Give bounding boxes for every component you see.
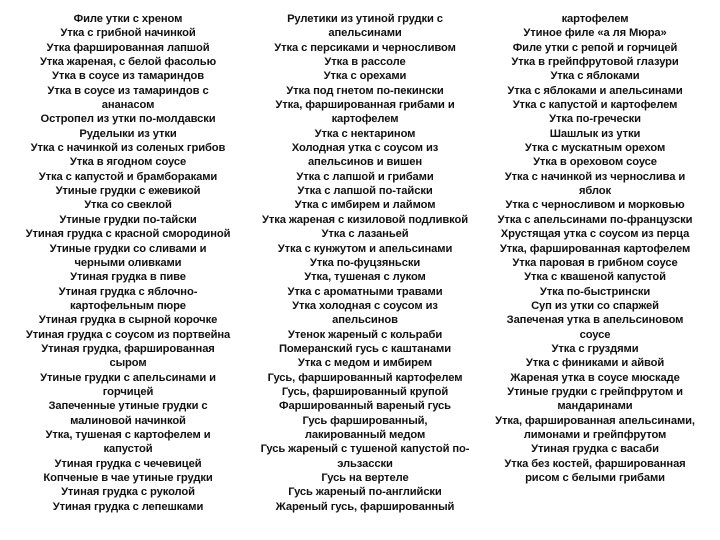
recipe-line: картофельным пюре — [70, 299, 186, 312]
recipe-line: Утка с орехами — [323, 70, 407, 83]
recipe-line: Жареный гусь, фаршированный — [275, 500, 455, 513]
recipe-line: Утка с черносливом и морковью — [505, 199, 685, 212]
recipe-line: Шашлык из утки — [549, 127, 641, 140]
recipe-line: Утка под гнетом по-пекински — [286, 84, 444, 97]
recipe-line: Утка с лапшой по-тайски — [297, 185, 433, 198]
recipe-line: Утка с имбирем и лаймом — [294, 199, 436, 212]
recipe-line: Утка с медом и имбирем — [297, 357, 433, 370]
recipe-line: Утка, тушеная с картофелем и — [45, 428, 211, 441]
recipe-line: Утка в грейпфрутовой глазури — [511, 56, 679, 69]
recipe-line: Фаршированный вареный гусь — [279, 400, 451, 413]
recipe-line: Утиная грудка с васаби — [531, 443, 659, 456]
recipe-line: Утка жареная с кизиловой подливкой — [261, 213, 469, 226]
recipe-line: Утка с апельсинами по-французски — [497, 213, 693, 226]
recipe-column-1 — [0, 12, 256, 514]
recipe-line: картофелем — [331, 113, 399, 126]
recipe-line: картофелем — [561, 13, 629, 25]
recipe-line: Утиные грудки со сливами и — [49, 242, 207, 255]
recipe-line: Утка холодная с соусом из — [292, 299, 438, 312]
recipe-line: Утка в рассоле — [324, 56, 406, 69]
recipe-line: Утиная грудка с яблочно- — [58, 285, 198, 298]
recipe-line: Утка по-гречески — [549, 113, 641, 126]
recipe-line: Копченые в чае утиные грудки — [43, 472, 213, 484]
recipe-line: Утка в соусе из тамариндов с — [47, 84, 209, 97]
recipe-line: Утка с персиками и черносливом — [274, 41, 456, 54]
recipe-line: Рулетики из утиной грудки с — [287, 13, 443, 25]
recipe-line: ананасом — [101, 99, 155, 112]
recipe-column-2 — [240, 12, 490, 514]
recipe-line: Померанский гусь с каштанами — [278, 342, 452, 355]
recipe-line: сыром — [109, 357, 147, 370]
recipe-line: апельсинами — [328, 27, 402, 40]
recipe-line: Утка в ореховом соусе — [533, 156, 657, 169]
recipe-line: Утка со свеклой — [84, 199, 172, 212]
recipe-line: Утка с груздями — [551, 342, 639, 355]
recipe-line: Утиное филе «а ля Мюра» — [523, 27, 667, 40]
recipe-line: яблок — [578, 185, 612, 198]
recipe-line: Утка фаршированная лапшой — [46, 41, 210, 54]
recipe-line: Утка с яблоками и апельсинами — [507, 84, 683, 97]
recipe-line: Утиная грудка в пиве — [70, 271, 186, 284]
recipe-line: лакированный медом — [304, 428, 426, 441]
recipe-line: Утиная грудка с лепешками — [52, 500, 204, 513]
recipe-line: Утиные грудки с апельсинами и — [40, 371, 216, 384]
recipe-line: Руделыки из утки — [79, 127, 177, 140]
recipe-line: Остропел из утки по-молдавски — [40, 113, 216, 126]
recipe-line: Утиная грудка с руколой — [61, 486, 195, 499]
recipe-line: Утка с кунжутом и апельсинами — [277, 242, 453, 255]
recipe-line: Утенок жареный с кольраби — [287, 328, 443, 341]
recipe-line: соусе — [579, 328, 611, 341]
recipe-line: Утиные грудки по-тайски — [59, 213, 197, 226]
recipe-line: Холодная утка с соусом из — [291, 142, 439, 155]
recipe-line: апельсинов — [332, 314, 398, 327]
recipe-line: Гусь, фаршированный крупой — [281, 385, 449, 398]
recipe-line: Утка с капустой и брамбораками — [38, 170, 218, 183]
recipe-line: Утка в соусе из тамариндов — [51, 70, 205, 83]
recipe-line: Запеченные утиные грудки с — [48, 400, 208, 413]
recipe-line: Утка с ароматными травами — [287, 285, 443, 298]
recipe-line: Утка с начинкой из чернослива и — [504, 170, 686, 183]
recipe-line: Утка по-быстрински — [539, 285, 651, 298]
recipe-line: Утка в ягодном соусе — [69, 156, 187, 169]
recipe-line: Утка жареная, с белой фасолью — [39, 56, 217, 69]
recipe-line: Утиная грудка с соусом из портвейна — [25, 328, 231, 341]
recipe-line: Запеченая утка в апельсиновом — [506, 314, 684, 327]
recipe-line: Утиная грудка с чечевицей — [54, 457, 202, 470]
recipe-line: Утиные грудки с ежевикой — [55, 185, 201, 198]
recipe-line: Гусь, фаршированный картофелем — [267, 371, 463, 384]
recipe-line: Гусь фаршированный, — [302, 414, 428, 427]
recipe-line: капустой — [103, 443, 153, 456]
recipe-line: апельсинов и вишен — [307, 156, 423, 169]
recipe-line: Суп из утки со спаржей — [531, 299, 659, 312]
recipe-line: Утка с мускатным орехом — [524, 142, 666, 155]
recipe-line: Утиные грудки с грейпфрутом и — [507, 385, 683, 398]
recipe-line: Утка с лапшой и грибами — [296, 170, 434, 183]
recipe-line: Филе утки с репой и горчицей — [512, 41, 678, 54]
recipe-line: Утиная грудка в сырной корочке — [38, 314, 218, 327]
recipe-line: черными оливками — [74, 256, 182, 269]
recipe-line: Утка с капустой и картофелем — [512, 99, 678, 112]
recipe-line: рисом с белыми грибами — [525, 472, 665, 484]
recipe-line: Утка, фаршированная грибами и — [275, 99, 455, 112]
recipe-line: Хрустящая утка с соусом из перца — [500, 228, 690, 241]
recipe-line: Утка с нектарином — [314, 127, 416, 140]
recipe-line: Филе утки с хреном — [73, 13, 183, 25]
recipe-line: горчицей — [102, 385, 154, 398]
recipe-line: Утка с лазаньей — [321, 228, 409, 241]
recipe-column-3 — [470, 12, 720, 485]
recipe-line: Гусь на вертеле — [321, 472, 409, 484]
recipe-line: Утка с финиками и айвой — [525, 357, 665, 370]
recipe-line: Утка с яблоками — [550, 70, 640, 83]
recipe-line: Утка с квашеной капустой — [524, 271, 666, 284]
recipe-line: Утка с грибной начинкой — [60, 27, 196, 40]
recipe-line: Гусь жареный по-английски — [288, 486, 442, 499]
recipe-line: Утка без костей, фаршированная — [504, 457, 686, 470]
recipe-line: эльзасски — [337, 457, 393, 470]
recipe-line: Утка, фаршированная апельсинами, — [495, 414, 695, 427]
recipe-line: Утиная грудка с красной смородиной — [25, 228, 231, 241]
recipe-line: Утка, тушеная с луком — [304, 271, 426, 284]
recipe-line: Гусь жареный с тушеной капустой по- — [260, 443, 470, 456]
recipe-line: Утка с начинкой из соленых грибов — [30, 142, 226, 155]
recipe-line: Утка, фаршированная картофелем — [499, 242, 691, 255]
recipe-line: Жареная утка в соусе мюскаде — [510, 371, 680, 384]
recipe-line: малиновой начинкой — [70, 414, 186, 427]
recipe-line: Утка по-фуцзяньски — [309, 256, 421, 269]
recipe-line: Утка паровая в грибном соусе — [512, 256, 678, 269]
recipe-line: мандаринами — [557, 400, 633, 413]
recipe-line: лимонами и грейпфрутом — [523, 428, 667, 441]
recipe-line: Утиная грудка, фаршированная — [41, 342, 215, 355]
